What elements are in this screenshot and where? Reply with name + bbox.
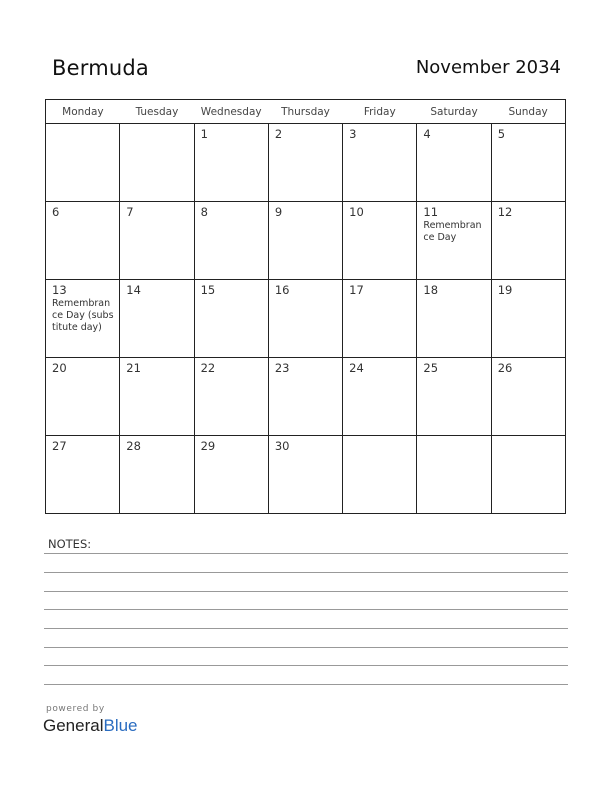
country-title: Bermuda (52, 56, 149, 80)
day-number: 4 (423, 127, 431, 141)
calendar-day-cell[interactable] (46, 358, 120, 436)
day-number: 9 (274, 205, 283, 219)
day-number: 23 (274, 361, 290, 375)
note-line (44, 591, 568, 592)
month-year-title: November 2034 (415, 57, 561, 78)
note-line (44, 572, 568, 573)
day-number: 17 (349, 283, 364, 297)
note-line (44, 553, 568, 554)
day-number: 19 (497, 283, 513, 297)
calendar-day-cell[interactable] (417, 280, 491, 358)
calendar-day-cell[interactable] (46, 124, 120, 202)
powered-by-text: powered by (46, 704, 105, 714)
day-number: 2 (274, 127, 283, 141)
calendar-day-cell[interactable] (491, 124, 565, 202)
day-number: 8 (200, 205, 208, 219)
calendar-day-cell[interactable] (194, 280, 268, 358)
weekday-wednesday: Wednesday (194, 100, 268, 124)
calendar-day-cell[interactable] (194, 202, 268, 280)
calendar-day-cell[interactable] (268, 202, 342, 280)
weekday-friday: Friday (343, 100, 417, 124)
brand-logo[interactable] (43, 716, 138, 736)
weekday-tuesday: Tuesday (120, 100, 194, 124)
notes-label: NOTES: (48, 537, 92, 551)
calendar-day-cell[interactable] (417, 202, 491, 280)
calendar-day-cell[interactable] (268, 280, 342, 358)
note-line (44, 647, 568, 648)
weekday-sunday: Sunday (491, 100, 565, 124)
calendar-day-cell[interactable] (46, 436, 120, 514)
day-number: 24 (349, 361, 364, 375)
note-line (44, 609, 568, 610)
day-number: 1 (200, 127, 208, 141)
calendar-day-cell[interactable] (343, 436, 417, 514)
calendar-day-cell[interactable] (194, 436, 268, 514)
day-number: 16 (274, 283, 290, 297)
day-number: 18 (423, 283, 439, 297)
calendar-day-cell[interactable] (417, 358, 491, 436)
calendar-day-cell[interactable] (120, 124, 194, 202)
calendar-week-row (46, 436, 566, 514)
calendar-day-cell[interactable] (491, 358, 565, 436)
note-line (44, 665, 568, 666)
note-line (44, 684, 568, 685)
calendar-day-cell[interactable] (120, 358, 194, 436)
day-number: 11 (423, 205, 439, 219)
calendar-day-cell[interactable] (343, 280, 417, 358)
brand-general: General (43, 716, 104, 735)
brand-blue: Blue (103, 716, 138, 735)
day-number: 12 (497, 205, 513, 219)
day-number: 20 (52, 361, 67, 375)
calendar-day-cell[interactable] (343, 358, 417, 436)
calendar-day-cell[interactable] (194, 358, 268, 436)
day-number: 15 (200, 283, 216, 297)
holiday-label: Remembrance Day (substitute day) (52, 298, 114, 333)
day-number: 22 (200, 361, 216, 375)
day-number: 13 (52, 283, 67, 297)
holiday-label: Remembrance Day (423, 220, 482, 243)
day-number: 3 (349, 127, 357, 141)
day-number: 30 (274, 439, 290, 453)
day-number: 7 (126, 205, 134, 219)
calendar-week-row (46, 124, 566, 202)
weekday-saturday: Saturday (417, 100, 491, 124)
calendar-day-cell[interactable] (46, 280, 120, 358)
day-number: 5 (497, 127, 506, 141)
day-number: 27 (52, 439, 67, 453)
calendar-day-cell[interactable] (120, 202, 194, 280)
calendar-day-cell[interactable] (268, 358, 342, 436)
weekday-monday: Monday (46, 100, 120, 124)
day-number: 10 (349, 205, 364, 219)
calendar-day-cell[interactable] (46, 202, 120, 280)
day-number: 26 (497, 361, 513, 375)
day-number: 29 (200, 439, 216, 453)
calendar-grid (45, 99, 566, 514)
day-number: 25 (423, 361, 439, 375)
calendar-day-cell[interactable] (491, 280, 565, 358)
calendar-day-cell[interactable] (417, 124, 491, 202)
day-number: 14 (126, 283, 141, 297)
calendar-day-cell[interactable] (120, 280, 194, 358)
weekday-header-row (46, 100, 566, 124)
day-number: 21 (126, 361, 141, 375)
calendar-day-cell[interactable] (343, 202, 417, 280)
calendar-week-row (46, 202, 566, 280)
calendar-day-cell[interactable] (194, 124, 268, 202)
calendar-day-cell[interactable] (491, 202, 565, 280)
calendar-day-cell[interactable] (343, 124, 417, 202)
note-line (44, 628, 568, 629)
calendar-day-cell[interactable] (491, 436, 565, 514)
calendar-week-row (46, 280, 566, 358)
calendar-day-cell[interactable] (120, 436, 194, 514)
weekday-thursday: Thursday (268, 100, 342, 124)
calendar-day-cell[interactable] (417, 436, 491, 514)
day-number: 28 (126, 439, 141, 453)
calendar-day-cell[interactable] (268, 124, 342, 202)
calendar-day-cell[interactable] (268, 436, 342, 514)
day-number: 6 (52, 205, 60, 219)
calendar-week-row (46, 358, 566, 436)
